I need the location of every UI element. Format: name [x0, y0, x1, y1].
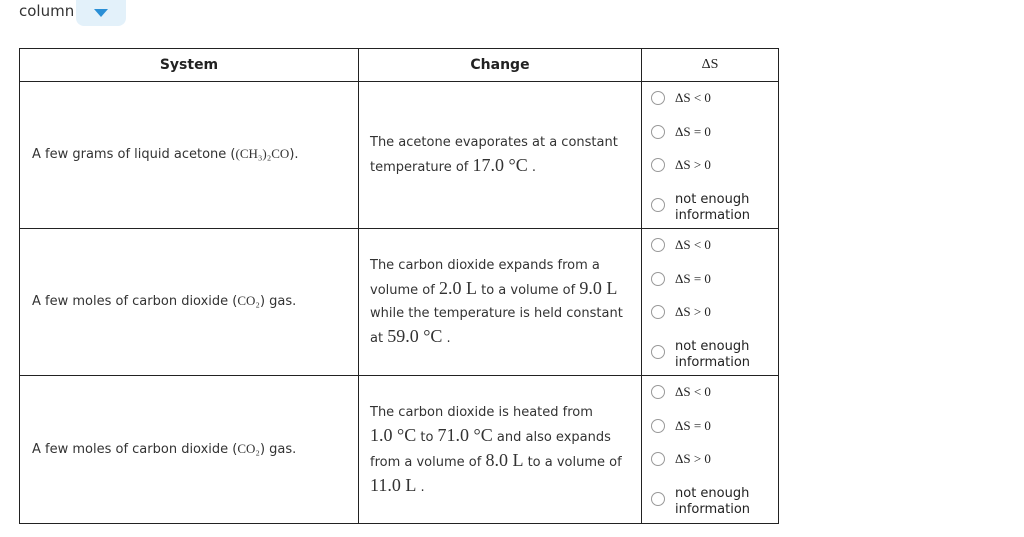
- option-delta-s-positive[interactable]: ΔS > 0: [642, 443, 778, 477]
- radio-button[interactable]: [651, 452, 665, 466]
- radio-button[interactable]: [651, 419, 665, 433]
- option-not-enough-information[interactable]: not enough information: [642, 477, 778, 521]
- radio-button[interactable]: [651, 238, 665, 252]
- radio-button[interactable]: [651, 158, 665, 172]
- radio-button[interactable]: [651, 345, 665, 359]
- column-header-change: Change: [359, 49, 642, 82]
- entropy-table: [19, 48, 779, 524]
- option-delta-s-positive[interactable]: ΔS > 0: [642, 296, 778, 330]
- option-delta-s-negative[interactable]: ΔS < 0: [642, 376, 778, 410]
- table-header-row: [20, 49, 779, 82]
- view-mode-dropdown[interactable]: [76, 0, 126, 26]
- radio-button[interactable]: [651, 492, 665, 506]
- view-mode-label: column: [19, 2, 75, 20]
- system-cell: A few moles of carbon dioxide (CO₂) gas.: [20, 376, 359, 524]
- option-delta-s-positive[interactable]: ΔS > 0: [642, 149, 778, 183]
- table-row: [20, 82, 779, 229]
- radio-button[interactable]: [651, 91, 665, 105]
- temperature-value: 1.0 °C: [370, 424, 417, 445]
- volume-value: 11.0 L: [370, 474, 417, 495]
- chevron-down-icon: [92, 7, 110, 19]
- chemical-formula: (CH₃)₂CO: [235, 146, 290, 162]
- table-row: [20, 229, 779, 376]
- option-not-enough-information[interactable]: not enough information: [642, 183, 778, 227]
- system-cell: A few moles of carbon dioxide (CO₂) gas.: [20, 229, 359, 376]
- volume-value: 2.0 L: [438, 278, 477, 298]
- temperature-value: 71.0 °C: [437, 424, 493, 445]
- change-cell: The acetone evaporates at a constant temperature of 17.0 °C .: [359, 82, 642, 229]
- option-delta-s-negative[interactable]: ΔS < 0: [642, 82, 778, 116]
- radio-button[interactable]: [651, 385, 665, 399]
- radio-button[interactable]: [651, 198, 665, 212]
- temperature-value: 59.0 °C: [387, 326, 443, 346]
- option-delta-s-zero[interactable]: ΔS = 0: [642, 410, 778, 444]
- table-row: [20, 376, 779, 524]
- system-cell: A few grams of liquid acetone ((CH₃)₂CO).: [20, 82, 359, 229]
- option-delta-s-zero[interactable]: ΔS = 0: [642, 263, 778, 297]
- option-delta-s-zero[interactable]: ΔS = 0: [642, 116, 778, 150]
- volume-value: 9.0 L: [579, 278, 618, 298]
- option-not-enough-information[interactable]: not enough information: [642, 330, 778, 374]
- delta-s-options: [642, 376, 779, 524]
- radio-button[interactable]: [651, 305, 665, 319]
- column-header-delta-s: ΔS: [642, 49, 779, 82]
- chemical-formula: CO₂: [237, 293, 260, 309]
- option-delta-s-negative[interactable]: ΔS < 0: [642, 229, 778, 263]
- delta-s-options: [642, 82, 779, 229]
- temperature-value: 17.0 °C: [472, 155, 528, 175]
- change-cell: The carbon dioxide expands from a volume of 2.0 L to a volume of 9.0 L while the temperature is held constant at 59.0 °C .: [359, 229, 642, 376]
- delta-s-options: [642, 229, 779, 376]
- radio-button[interactable]: [651, 272, 665, 286]
- column-header-system: System: [20, 49, 359, 82]
- radio-button[interactable]: [651, 125, 665, 139]
- volume-value: 8.0 L: [485, 449, 524, 470]
- change-cell: The carbon dioxide is heated from 1.0 °C to 71.0 °C and also expands from a volume of 8.0 L to a volume of 11.0 L .: [359, 376, 642, 524]
- chemical-formula: CO₂: [237, 440, 260, 456]
